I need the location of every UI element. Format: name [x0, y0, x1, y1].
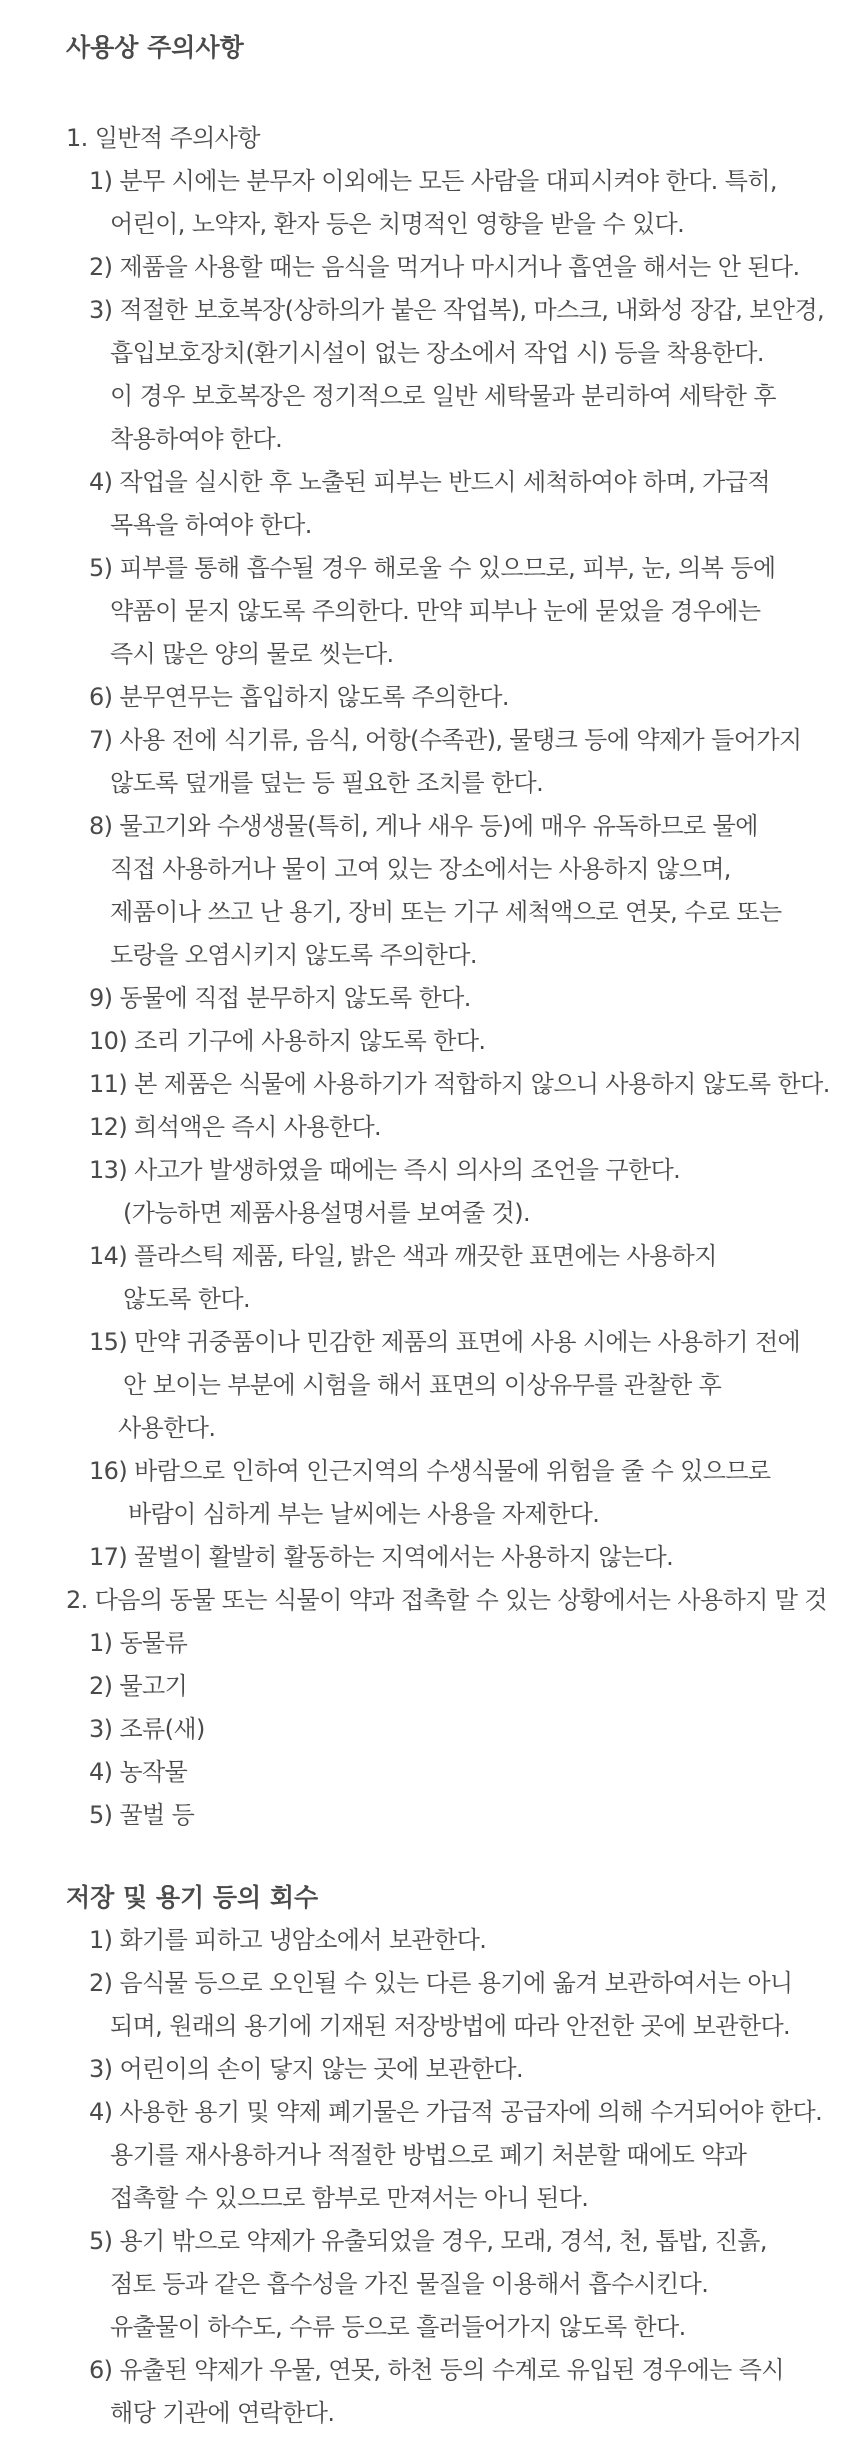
precautions-line: 어린이, 노약자, 환자 등은 치명적인 영향을 받을 수 있다.	[110, 210, 685, 238]
precautions-line: 이 경우 보호복장은 정기적으로 일반 세탁물과 분리하여 세탁한 후	[110, 382, 776, 410]
precautions-line: 사용한다.	[118, 1414, 216, 1442]
precautions-line: 2) 물고기	[89, 1672, 188, 1700]
precautions-line: 6) 분무연무는 흡입하지 않도록 주의한다.	[89, 683, 509, 711]
precautions-line: 직접 사용하거나 물이 고여 있는 장소에서는 사용하지 않으며,	[110, 855, 731, 883]
precautions-line: (가능하면 제품사용설명서를 보여줄 것).	[123, 1199, 530, 1227]
precautions-line: 5) 꿀벌 등	[89, 1801, 195, 1829]
storage-line: 유출물이 하수도, 수류 등으로 흘러들어가지 않도록 한다.	[110, 2313, 686, 2341]
precautions-line: 11) 본 제품은 식물에 사용하기가 적합하지 않으니 사용하지 않도록 한다.	[89, 1070, 830, 1098]
precautions-line: 7) 사용 전에 식기류, 음식, 어항(수족관), 물탱크 등에 약제가 들어가지	[89, 726, 802, 754]
precautions-line: 1) 동물류	[89, 1629, 188, 1657]
precautions-line: 5) 피부를 통해 흡수될 경우 해로울 수 있으므로, 피부, 눈, 의복 등에	[89, 554, 776, 582]
storage-line: 5) 용기 밖으로 약제가 유출되었을 경우, 모래, 경석, 천, 톱밥, 진흙,	[89, 2227, 767, 2255]
precautions-line: 제품이나 쓰고 난 용기, 장비 또는 기구 세척액으로 연못, 수로 또는	[110, 898, 782, 926]
precautions-line: 12) 희석액은 즉시 사용한다.	[89, 1113, 382, 1141]
precautions-line: 4) 작업을 실시한 후 노출된 피부는 반드시 세척하여야 하며, 가급적	[89, 468, 770, 496]
precautions-line: 바람이 심하게 부는 날씨에는 사용을 자제한다.	[128, 1500, 600, 1528]
precautions-line: 착용하여야 한다.	[110, 425, 283, 453]
precautions-line: 1. 일반적 주의사항	[66, 124, 260, 152]
precautions-line: 약품이 묻지 않도록 주의한다. 만약 피부나 눈에 묻었을 경우에는	[110, 597, 761, 625]
precautions-line: 않도록 한다.	[123, 1285, 250, 1313]
storage-line: 접촉할 수 있으므로 함부로 만져서는 아니 된다.	[110, 2184, 589, 2212]
precautions-line: 4) 농작물	[89, 1758, 188, 1786]
storage-line: 1) 화기를 피하고 냉암소에서 보관한다.	[89, 1926, 487, 1954]
precautions-line: 17) 꿀벌이 활발히 활동하는 지역에서는 사용하지 않는다.	[89, 1543, 674, 1571]
precautions-line: 즉시 많은 양의 물로 씻는다.	[110, 640, 394, 668]
storage-line: 4) 사용한 용기 및 약제 폐기물은 가급적 공급자에 의해 수거되어야 한다.	[89, 2098, 823, 2126]
precautions-line: 13) 사고가 발생하였을 때에는 즉시 의사의 조언을 구한다.	[89, 1156, 681, 1184]
storage-line: 되며, 원래의 용기에 기재된 저장방법에 따라 안전한 곳에 보관한다.	[110, 2012, 791, 2040]
precautions-title: 사용상 주의사항	[66, 33, 244, 62]
storage-line: 해당 기관에 연락한다.	[110, 2399, 335, 2427]
precautions-line: 16) 바람으로 인하여 인근지역의 수생식물에 위험을 줄 수 있으므로	[89, 1457, 771, 1485]
storage-line: 3) 어린이의 손이 닿지 않는 곳에 보관한다.	[89, 2055, 523, 2083]
precautions-line: 10) 조리 기구에 사용하지 않도록 한다.	[89, 1027, 486, 1055]
precautions-line: 14) 플라스틱 제품, 타일, 밝은 색과 깨끗한 표면에는 사용하지	[89, 1242, 717, 1270]
precautions-line: 3) 적절한 보호복장(상하의가 붙은 작업복), 마스크, 내화성 장갑, 보안경,	[89, 296, 825, 324]
precautions-line: 9) 동물에 직접 분무하지 않도록 한다.	[89, 984, 471, 1012]
precautions-line: 8) 물고기와 수생생물(특히, 게나 새우 등)에 매우 유독하므로 물에	[89, 812, 758, 840]
storage-line: 6) 유출된 약제가 우물, 연못, 하천 등의 수계로 유입된 경우에는 즉시	[89, 2356, 784, 2384]
precautions-line: 1) 분무 시에는 분무자 이외에는 모든 사람을 대피시켜야 한다. 특히,	[89, 167, 777, 195]
precautions-line: 3) 조류(새)	[89, 1715, 205, 1743]
precautions-line: 15) 만약 귀중품이나 민감한 제품의 표면에 사용 시에는 사용하기 전에	[89, 1328, 801, 1356]
precautions-line: 목욕을 하여야 한다.	[110, 511, 312, 539]
storage-line: 용기를 재사용하거나 적절한 방법으로 폐기 처분할 때에도 약과	[110, 2141, 747, 2169]
precautions-line: 안 보이는 부분에 시험을 해서 표면의 이상유무를 관찰한 후	[123, 1371, 722, 1399]
precautions-line: 도랑을 오염시키지 않도록 주의한다.	[110, 941, 477, 969]
storage-title: 저장 및 용기 등의 회수	[66, 1883, 319, 1912]
storage-line: 2) 음식물 등으로 오인될 수 있는 다른 용기에 옮겨 보관하여서는 아니	[89, 1969, 793, 1997]
precautions-line: 흡입보호장치(환기시설이 없는 장소에서 작업 시) 등을 착용한다.	[110, 339, 764, 367]
precautions-line: 2. 다음의 동물 또는 식물이 약과 접촉할 수 있는 상황에서는 사용하지 말 것	[66, 1586, 827, 1614]
storage-line: 점토 등과 같은 흡수성을 가진 물질을 이용해서 흡수시킨다.	[110, 2270, 709, 2298]
precautions-line: 않도록 덮개를 덮는 등 필요한 조치를 한다.	[110, 769, 544, 797]
precautions-line: 2) 제품을 사용할 때는 음식을 먹거나 마시거나 흡연을 해서는 안 된다.	[89, 253, 800, 281]
